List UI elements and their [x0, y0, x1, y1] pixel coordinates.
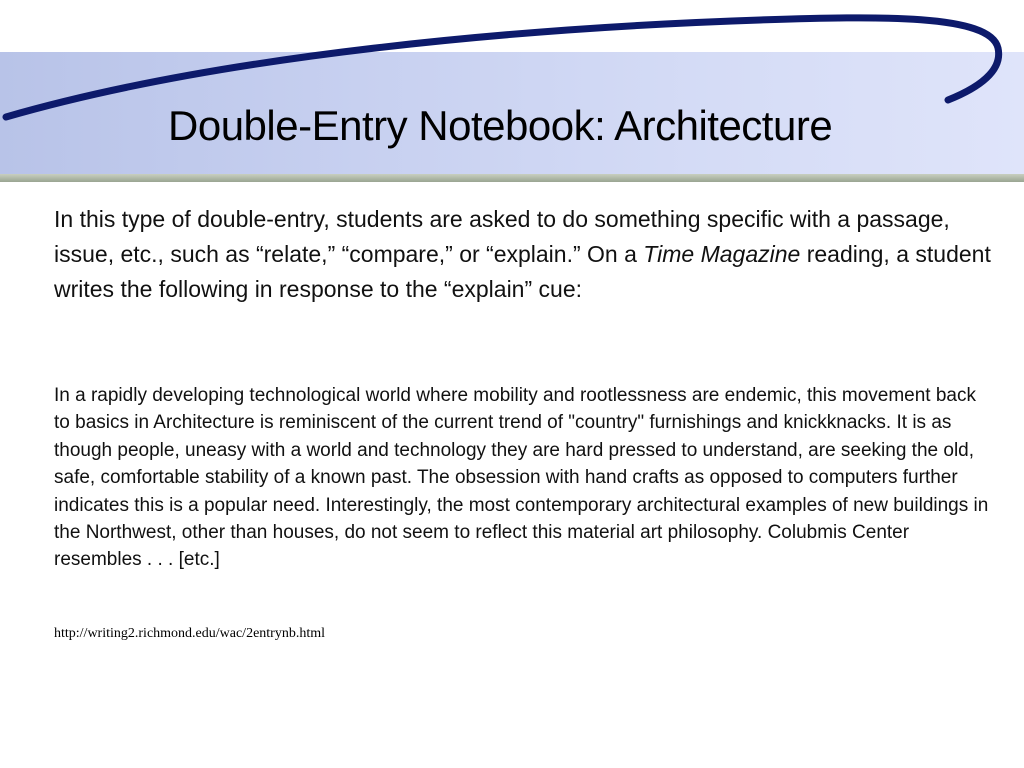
- student-response-quote: In a rapidly developing technological world where mobility and rootlessness are endemic, this movement back to basics in Architecture is reminiscent of the current trend of "country" furnishings and knickknacks. It is as though people, uneasy with a world and technology they are hard pressed to understand, are seeking the old, safe, comfortable stability of a known past. The obsession with hand crafts as opposed to computers further indicates this is a popular need. Interestingly, the most contemporary architectural examples of new buildings in the Northwest, other than houses, do not seem to reflect this material art philosophy. Colubmis Center resembles . . . [etc.]: [54, 385, 989, 571]
- header-divider: [0, 174, 1024, 182]
- intro-text-part2: reading, a student writes the following in response to the “explain” cue:: [54, 241, 991, 302]
- publication-name: Time Magazine: [643, 241, 801, 267]
- intro-paragraph: [54, 202, 994, 307]
- intro-text-part1: In this type of double-entry, students are asked to do something specific with a passage, issue, etc., such as “relate,” “compare,” or “explain.” On a: [54, 206, 950, 267]
- slide-title: Double-Entry Notebook: Architecture: [168, 102, 833, 149]
- source-url: http://writing2.richmond.edu/wac/2entrynb.html: [54, 626, 326, 641]
